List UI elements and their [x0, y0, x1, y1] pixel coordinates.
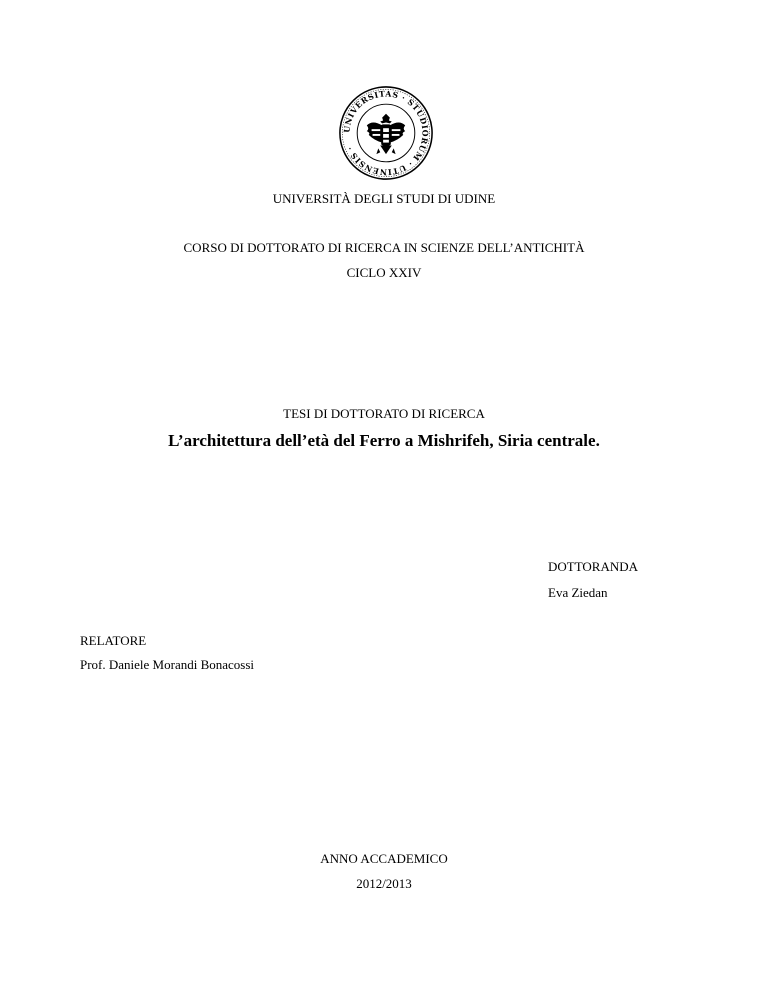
svg-text:UNIVERSITAS · STUDIORUM · UTIN: UNIVERSITAS · STUDIORUM · UTINENSIS ·	[342, 89, 430, 177]
thesis-label: TESI DI DOTTORATO DI RICERCA	[283, 406, 485, 421]
supervisor-name: Prof. Daniele Morandi Bonacossi	[80, 657, 255, 672]
university-seal-logo	[338, 85, 434, 181]
candidate-name: Eva Ziedan	[548, 585, 608, 600]
university-name: UNIVERSITÀ DEGLI STUDI DI UDINE	[272, 191, 496, 206]
supervisor-role: RELATORE	[80, 633, 147, 648]
doctoral-cycle: CICLO XXIV	[346, 265, 422, 280]
academic-year: 2012/2013	[356, 876, 412, 891]
thesis-title: L’architettura dell’età del Ferro a Mishrifeh, Siria centrale.	[168, 431, 600, 450]
candidate-role: DOTTORANDA	[548, 559, 639, 574]
academic-year-label: ANNO ACCADEMICO	[320, 851, 448, 866]
doctoral-course: CORSO DI DOTTORATO DI RICERCA IN SCIENZE DELL’ANTICHITÀ	[183, 240, 585, 255]
